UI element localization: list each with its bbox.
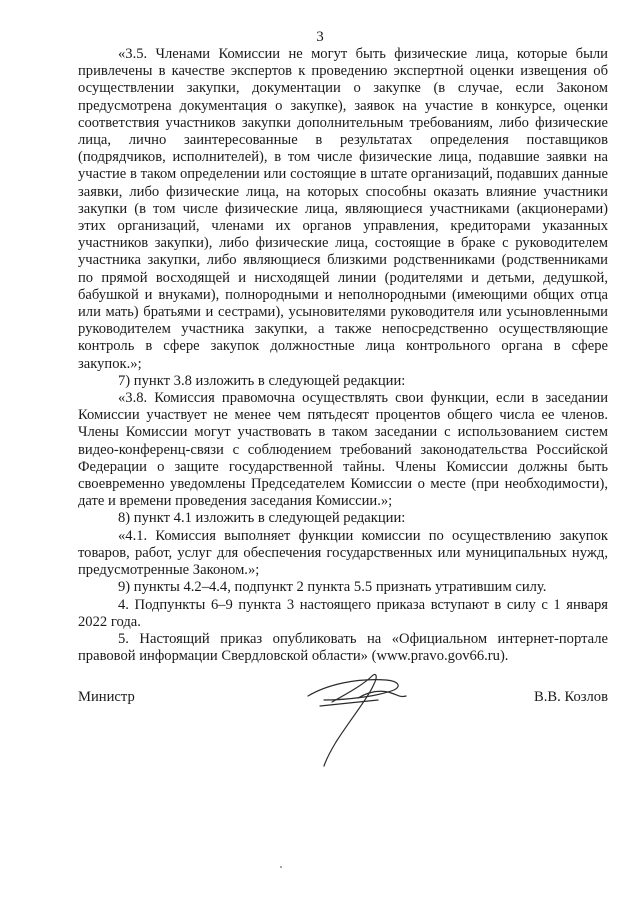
page-number: 3 — [316, 29, 324, 45]
paragraph-4-1: «4.1. Комиссия выполняет функции комиссии по осуществлению закупок товаров, работ, услуг для обеспечения государственных или муниципальных нужд, предусмотренные Законом.»; — [78, 527, 608, 579]
paragraph-item-9: 9) пункты 4.2–4.4, подпункт 2 пункта 5.5 признать утратившим силу. — [118, 579, 547, 596]
document-body — [78, 46, 608, 665]
paragraph-clause-5: 5. Настоящий приказ опубликовать на «Официальном интернет-портале правовой информации Свердловской области» (www.pravo.gov66.ru). — [78, 630, 608, 665]
signatory-title: Министр — [78, 689, 135, 705]
paragraph-3-5: «3.5. Членами Комиссии не могут быть физические лица, которые были привлечены в качестве экспертов к проведению экспертной оценки извещения об осуществлении закупки, документации о закупке (в случае, если Законом предусмотрена документация о закупке), заявок на участие в конкурсе, оценки соответствия участников закупки дополнительным требованиям, либо физические лица, лично заинтересованные в результатах определения поставщиков (подрядчиков, исполнителей), в том числе физические лица, подавшие заявки на участие в таком определении или состоящие в штате организаций, подавших данные заявки, либо физические лица, на которых способны оказать влияние участники закупки (в том числе физические лица, являющиеся участниками (акционерами) этих организаций, членами их органов управления, кредиторами указанных участников закупки), либо физические лица, состоящие в браке с руководителем участника закупки, либо являющиеся близкими родственниками (родственниками по прямой восходящей и нисходящей линии (родителями и детьми, дедушкой, бабушкой и внуками), полнородными и неполнородными (имеющими общих отца или мать) братьями и сестрами), усыновителями руководителя или усыновленными руководителем участника закупки, а также непосредственно осуществляющие контроль в сфере закупок должностные лица контрольного органа в сфере закупок.»; — [78, 46, 608, 372]
signatory-name: В.В. Козлов — [534, 689, 608, 705]
scan-speck — [280, 866, 282, 868]
handwritten-signature — [298, 662, 418, 772]
paragraph-item-7: 7) пункт 3.8 изложить в следующей редакции: — [118, 372, 406, 389]
paragraph-3-8: «3.8. Комиссия правомочна осуществлять свои функции, если в заседании Комиссии участвует не менее чем пятьдесят процентов общего числа ее членов. Члены Комиссии могут участвовать в таком заседании с использованием систем видео-конференц-связи с соблюдением требований законодательства Российской Федерации о защите государственной тайны. Члены Комиссии должны быть своевременно уведомлены Председателем Комиссии о месте (при необходимости), дате и времени проведения заседания Комиссии.»; — [78, 390, 608, 510]
paragraph-item-8: 8) пункт 4.1 изложить в следующей редакции: — [118, 510, 406, 527]
paragraph-clause-4: 4. Подпункты 6–9 пункта 3 настоящего приказа вступают в силу с 1 января 2022 года. — [78, 596, 608, 630]
